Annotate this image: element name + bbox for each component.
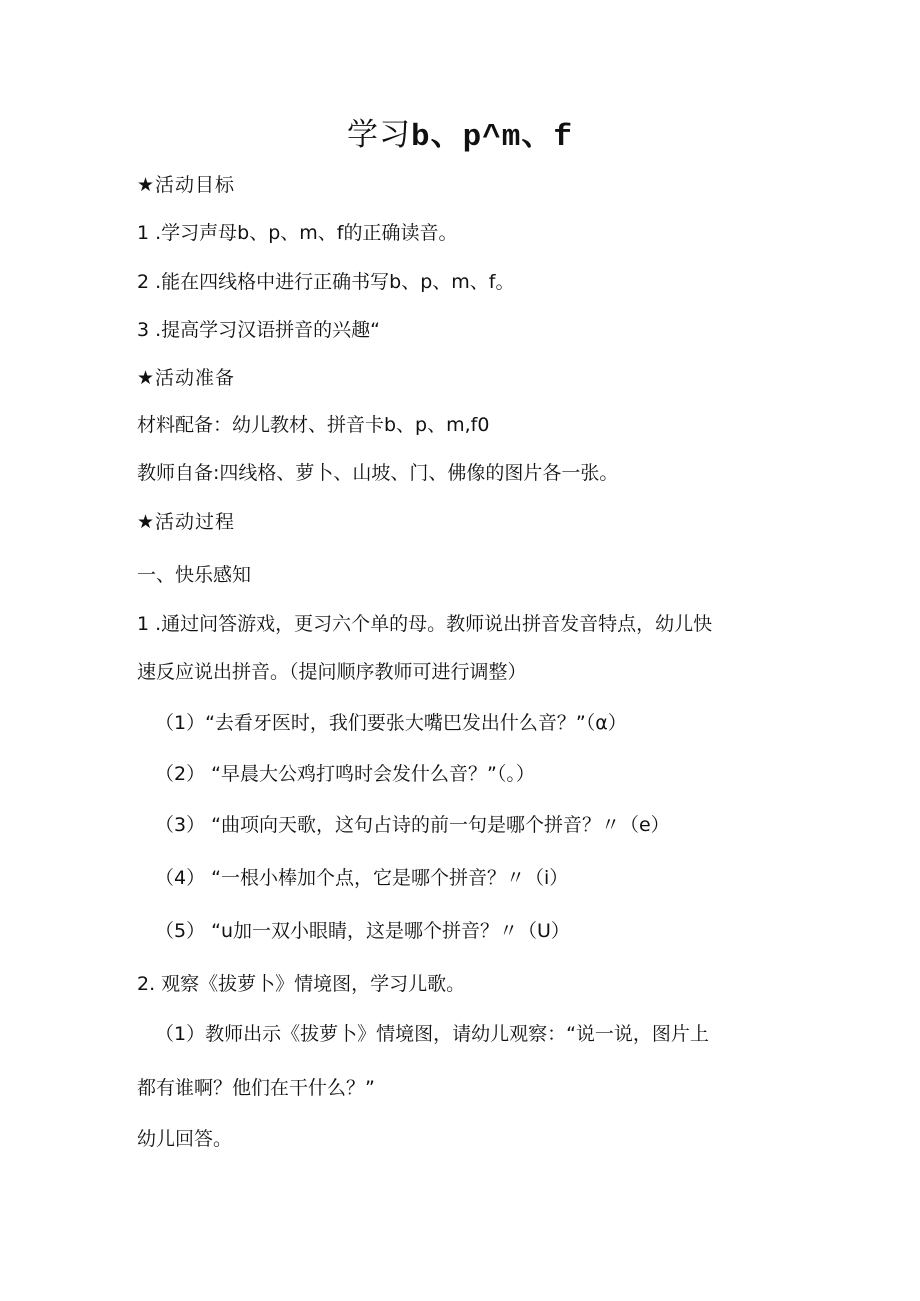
part1-heading: 一、快乐感知: [137, 564, 252, 586]
step1-line-2: 速反应说出拼音。（提问顺序教师可进行调整）: [137, 661, 527, 683]
question-5: （5） “u加一双小眼睛，这是哪个拼音？〃（U）: [155, 920, 570, 942]
step1-line-1: 1 .通过问答游戏，更习六个单的母。教师说出拼音发音特点，幼儿快: [137, 613, 713, 635]
goal-item-1: 1 .学习声母b、p、m、f的正确读音。: [137, 222, 458, 244]
step2-sub-line-1: （1）教师出示《拔萝卜》情境图，请幼儿观察：“说一说，图片上: [155, 1023, 709, 1045]
title-chinese: 学习: [346, 117, 411, 153]
step2-sub-line-2: 都有谁啊？他们在干什么？”: [137, 1077, 375, 1099]
goal-item-2: 2 .能在四线格中进行正确书写b、p、m、f。: [137, 271, 515, 293]
document-title: [0, 113, 920, 160]
process-heading: ★活动过程: [137, 511, 236, 533]
question-4: （4） “一根小棒加个点，它是哪个拼音？〃（i）: [155, 867, 569, 889]
prep-teacher: 教师自备:四线格、萝卜、山坡、门、佛像的图片各一张。: [137, 462, 619, 484]
step2: 2. 观察《拔萝卜》情境图，学习儿歌。: [137, 973, 466, 995]
children-answer: 幼儿回答。: [137, 1128, 233, 1150]
goal-item-3: 3 .提高学习汉语拼音的兴趣“: [137, 319, 381, 341]
question-3: （3） “曲项向天歌，这句占诗的前一句是哪个拼音？〃（e）: [155, 814, 670, 836]
prep-heading: ★活动准备: [137, 367, 236, 389]
goals-heading: ★活动目标: [137, 174, 236, 196]
prep-materials: 材料配备：幼儿教材、拼音卡b、p、m,f0: [137, 414, 490, 436]
question-1: （1）“去看牙医时，我们要张大嘴巴发出什么音？”（α）: [155, 712, 627, 734]
question-2: （2） “早晨大公鸡打鸣时会发什么音？”（。）: [155, 763, 535, 785]
title-pinyin-letters: b、p^m、f: [410, 120, 573, 155]
